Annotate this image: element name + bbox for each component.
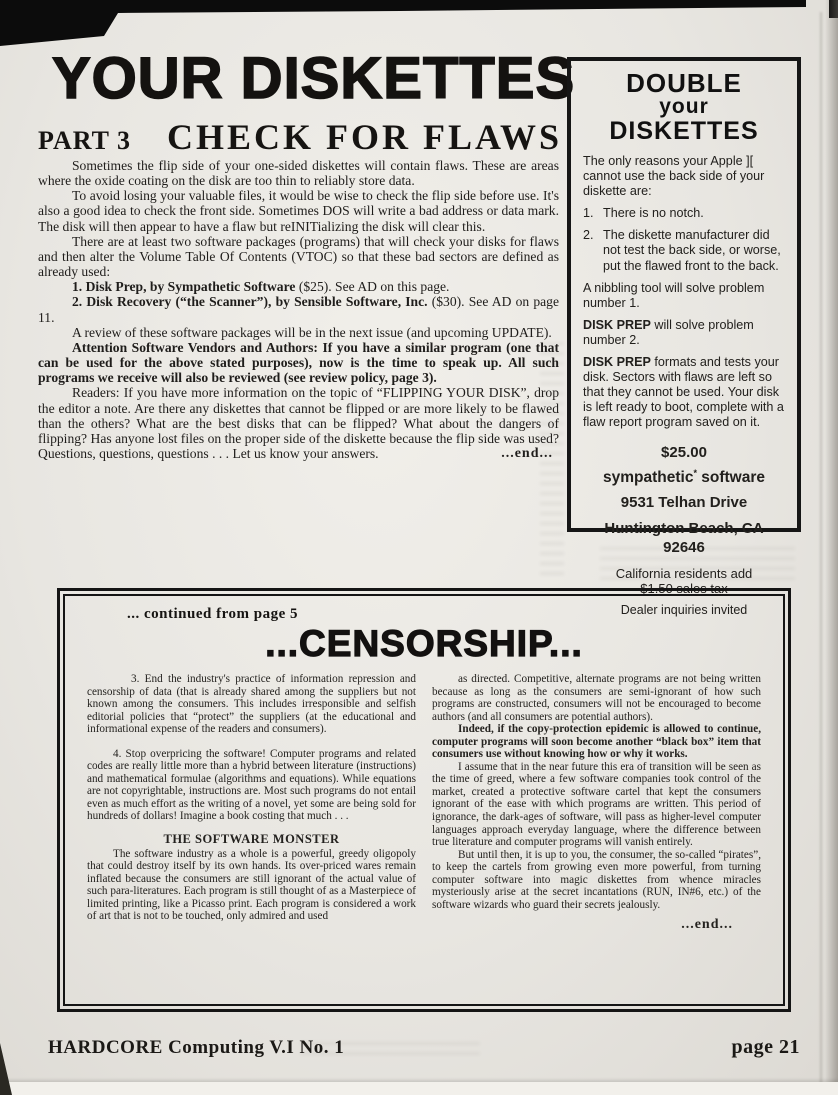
scan-edge-right: [825, 0, 838, 1095]
page-footer: [48, 1036, 800, 1059]
page-number: page 21: [731, 1036, 800, 1058]
ad-item-number: 2.: [583, 228, 594, 243]
ad-title-line: your: [659, 95, 709, 118]
ad-paragraph-rest: formats and tests your disk. Sectors with flaws are left so that they cannot be used. Your disk is left ready to boot, complete with a flaw report program saved on it.: [583, 355, 784, 430]
list-item-bold-lead: 1. Disk Prep, by Sympathetic Software: [72, 279, 296, 295]
ad-list-item: [583, 206, 785, 221]
ad-tax-line: California residents add: [615, 565, 753, 581]
ad-item-text: There is no notch.: [603, 206, 704, 221]
article-paragraph: A review of these software packages will be in the next issue (and upcoming UPDATE).: [72, 324, 552, 340]
censorship-columns: [87, 673, 761, 932]
ad-intro: The only reasons your Apple ][ cannot use the back side of your diskette are:: [583, 154, 765, 199]
censorship-paragraph-3: 3. End the industry's practice of information repression and censorship of data (that is already shared among the suppliers but not known among the consumers. This includes irresponsible and selfish editorial policies that “protect” the suppliers (at the educational and informational expense of the readers and consumers).: [87, 673, 416, 736]
ad-title: [583, 70, 785, 144]
continued-from-note: ... continued from page 5: [127, 606, 298, 622]
ad-box-double-your-diskettes: [567, 57, 801, 617]
article-paragraph-readers: Readers: If you have more information on the topic of “FLIPPING YOUR DISK”, drop the editor a note. Are there any diskettes that cannot be flipped or are more likely to be flawed than the others? What are the best disks that can be flipped? What about the dangers of flipping? Has anyone lost files on the proper side of the diskette because the flip side was used? Questions, questions, questions . . . Let us know your answers.: [38, 385, 559, 461]
ad-address-city: Huntington Beach, CA 92646: [604, 519, 764, 556]
article-list-item-disk-prep: [38, 279, 559, 294]
list-item-rest: ($25). See AD on this page.: [295, 279, 450, 295]
magazine-issue-label: HARDCORE Computing V.I No. 1: [48, 1037, 345, 1058]
ad-dealer-note: Dealer inquiries invited: [620, 602, 748, 617]
censorship-paragraph: But until then, it is up to you, the consumer, the so-called “pirates”, to keep the cartels from growing even more powerful, from turning computer software into magic diskettes from whence miracles mysteriously arise at the secret incantations (RUN, IN#6, etc.) of the software wizards who guard their secrets jealously.: [432, 848, 761, 911]
article-list-item-disk-recovery: [38, 294, 559, 324]
company-word: sympathetic: [602, 468, 694, 486]
scan-edge-bottom: [0, 1082, 838, 1095]
censorship-paragraph: The software industry as a whole is a powerful, greedy oligopoly that could destroy itself by its own hands. Its over-priced wares remain inflated because the consumers are still ignorant of the actual value of such para-literatures. Each program is still thought of as a Masterpiece of limited printing, like a Picasso print. Each program is considered a work of art that is not to be touched, only admired and used: [87, 847, 416, 923]
ad-item-number: 1.: [583, 206, 594, 221]
article-paragraph: Sometimes the flip side of your one-sided diskettes will contain flaws. These are areas where the oxide coating on the disk are too thin to reliably store data.: [38, 158, 559, 189]
ad-paragraph-disk-prep-1: [583, 318, 785, 348]
censorship-title: ...CENSORSHIP...: [265, 623, 583, 664]
ad-body: [583, 154, 785, 618]
ad-paragraph-nibbling-tool: A nibbling tool will solve problem number 1.: [583, 280, 765, 310]
censorship-left-column: [87, 673, 416, 932]
censorship-article-box: [57, 588, 791, 1012]
ad-item-text: The diskette manufacturer did not test the back side, or worse, put the flawed front to the back.: [603, 228, 781, 273]
censorship-paragraph: I assume that in the near future this era of transition will be seen as the time of greed, where a few software companies took control of the market, created a protective software cartel that kept the consumers ignorant of the ease with which programs are written. This period of ignorance, the dark-ages of software, will pass as higher-level computer languages approach everyday language, where the difference between true literature and computer programs will vanish entirely.: [432, 760, 761, 849]
ad-price: $25.00: [661, 443, 707, 461]
ad-paragraph-rest: will solve problem number 2.: [583, 317, 754, 347]
ad-company-name: [583, 465, 785, 486]
censorship-end-marker: ...end...: [681, 917, 733, 933]
list-item-bold-lead: 2. Disk Recovery (“the Scanner”), by Sensible Software, Inc.: [72, 294, 428, 310]
scan-page-edge-line: [820, 12, 822, 1095]
article-subtitle-row: [38, 116, 562, 158]
article-subtitle: CHECK FOR FLAWS: [166, 117, 563, 157]
software-monster-heading: THE SOFTWARE MONSTER: [163, 832, 340, 847]
ad-address-street: 9531 Telhan Drive: [620, 493, 748, 511]
ad-paragraph-disk-prep-2: [583, 355, 785, 430]
censorship-right-column: [432, 673, 761, 932]
article-body: [38, 158, 559, 461]
ad-tax-line: $1.50 sales tax: [640, 580, 728, 596]
article-paragraph: To avoid losing your valuable files, it would be wise to check the flip side before use. It's also a good idea to check the front side. Sometimes DOS will write a bad address or data mark. The disk will then appear to have a flaw but reINITializing the disk will clear this.: [38, 188, 559, 234]
footnote-asterisk: *: [693, 467, 697, 478]
article-part-label: PART 3: [38, 126, 131, 155]
censorship-inner-frame: [63, 594, 785, 1006]
company-word: software: [696, 468, 766, 486]
censorship-paragraph-bold: Indeed, if the copy-protection epidemic is allowed to continue, computer programs will soon become another “black box” item that consumers use without knowing how or why it works.: [432, 723, 761, 761]
article-paragraph-attention: Attention Software Vendors and Authors: If you have a similar program (one that can be used for the above stated purposes), now is the time to speak up. All such programs we receive will also be reviewed (see review policy, page 3).: [38, 339, 559, 386]
list-item-rest: ($30). See AD on page 11.: [38, 294, 559, 325]
product-name: DISK PREP: [583, 317, 651, 332]
censorship-paragraph-4: 4. Stop overpricing the software! Computer programs and related codes are really little more than a hybrid between literature (instructions) and mathematical formulae (algorithms and equations). While equations are not copyrightable, instructions are. Most such programs do not entail even as much effort as the writing of a novel, yet some are being sold for hundreds of dollars! Imagine a book costing that much . . .: [87, 747, 416, 823]
censorship-paragraph: as directed. Competitive, alternate programs are not being written because as long as the consumers are semi-ignorant of how such programs are constructed, consumers will not be encouraged to become authors (and all consumers are potential authors).: [432, 673, 761, 723]
ad-list-item: [583, 228, 785, 273]
ad-title-line: DOUBLE: [626, 68, 742, 98]
article-end-marker: ...end...: [501, 445, 553, 461]
ad-title-line: DISKETTES: [609, 117, 759, 145]
article-paragraph: There are at least two software packages (programs) that will check your disks for flaws and then alter the Volume Table Of Contents (VTOC) so that these bad sectors are defined as already used:: [38, 233, 559, 280]
article-title: YOUR DISKETTES: [52, 46, 576, 111]
product-name: DISK PREP: [583, 355, 651, 370]
